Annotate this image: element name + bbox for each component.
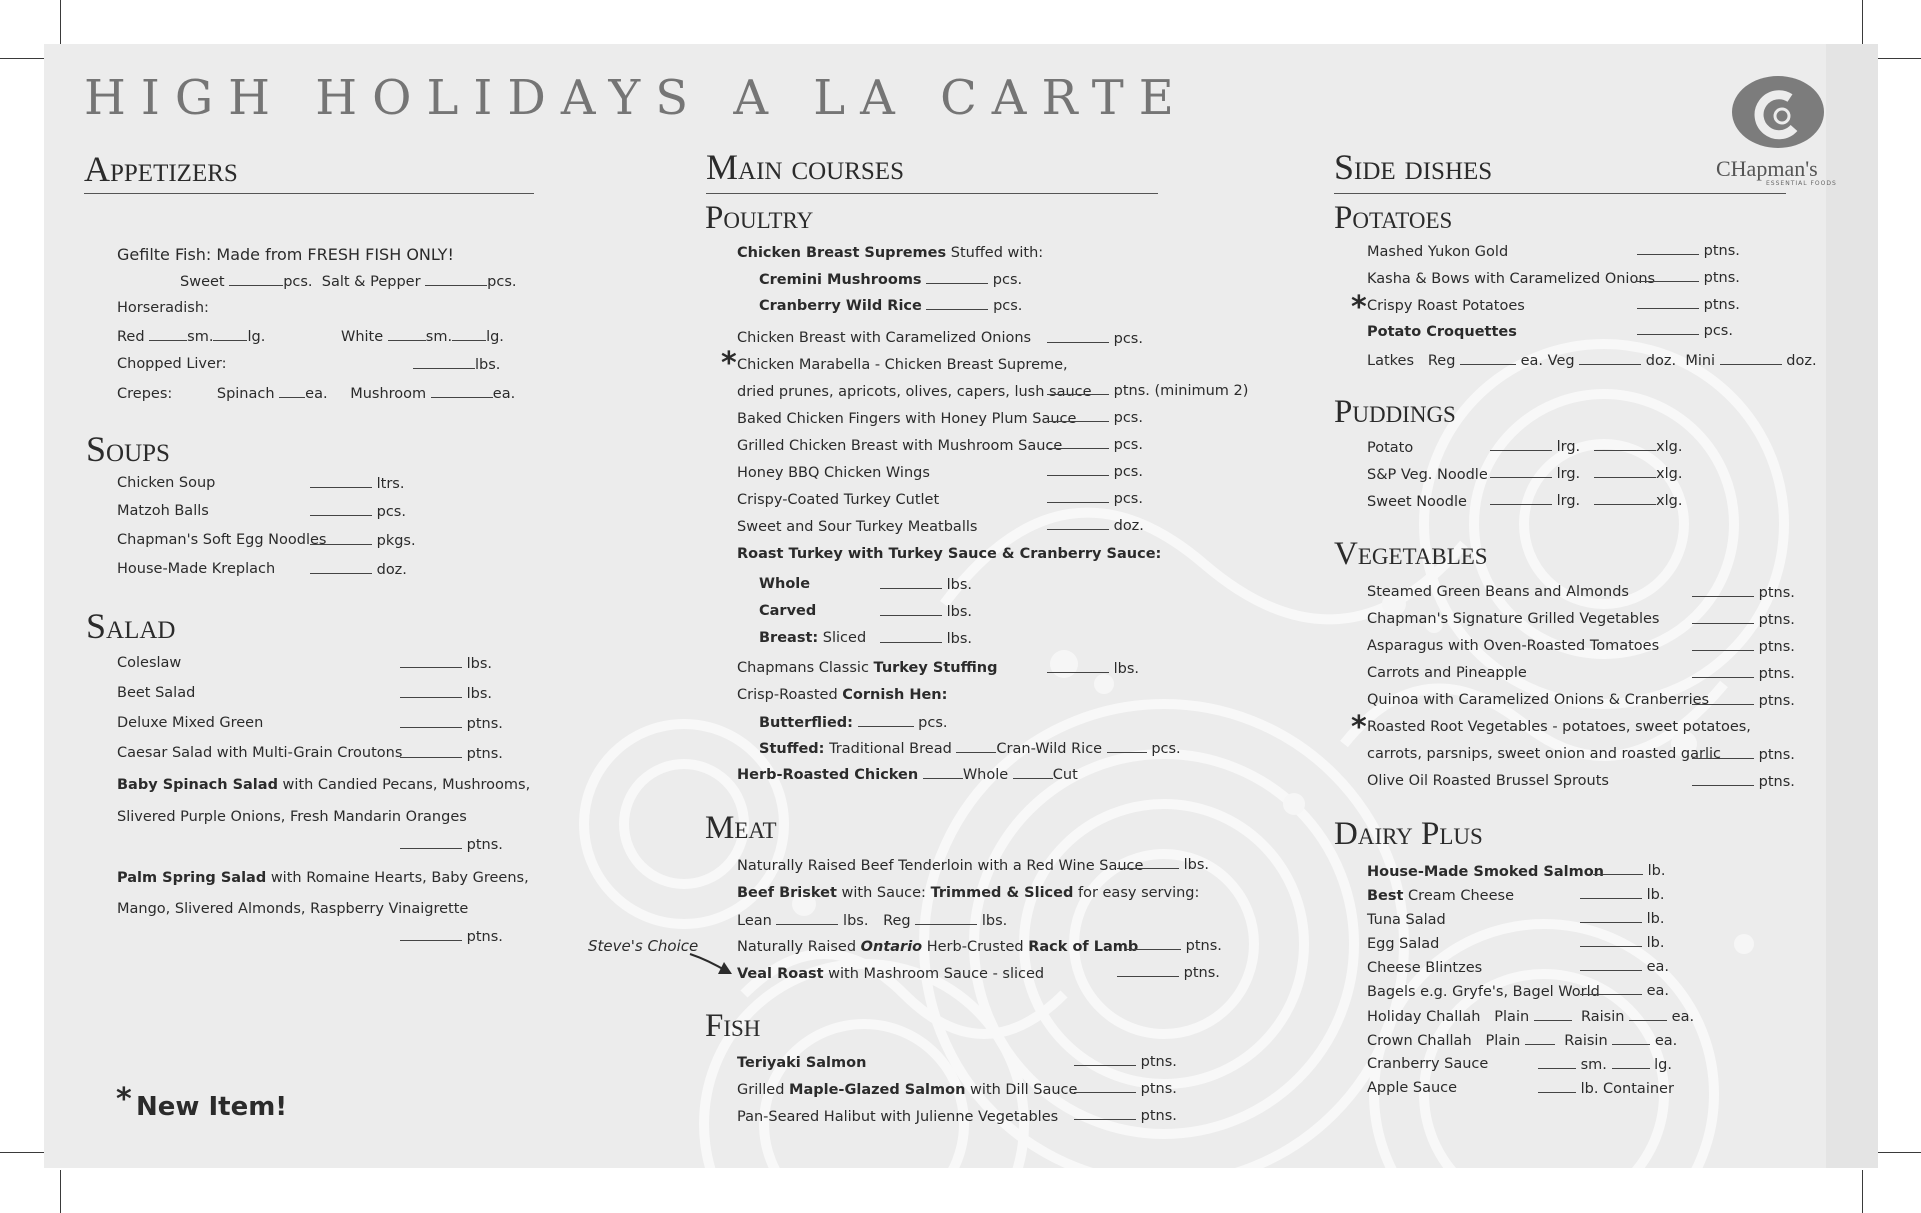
apple-sauce-order: lb. Container (1538, 1080, 1674, 1097)
latkes-line: Latkes Reg ea. Veg doz. Mini doz. (1367, 353, 1817, 369)
dairy-item: Tuna Salad (1367, 912, 1446, 928)
pudding-order: lrg. xlg. (1490, 465, 1682, 482)
pudding-item: Potato (1367, 440, 1414, 456)
new-item-asterisk-icon: * (721, 346, 737, 381)
pudding-order: lrg. xlg. (1490, 438, 1682, 455)
subheading-fish: Fish (705, 1008, 761, 1044)
poultry-item: Honey BBQ Chicken Wings (737, 465, 930, 481)
crop-mark (1862, 1170, 1863, 1213)
crop-mark (1875, 1152, 1921, 1153)
dairy-order: ea. (1580, 982, 1669, 999)
subheading-puddings: Puddings (1334, 394, 1456, 430)
crop-mark (0, 1152, 46, 1153)
section-heading-salad: Salad (86, 606, 176, 646)
salad-order: ptns. (400, 928, 503, 945)
dairy-order: lb. (1593, 862, 1665, 879)
dairy-order: lb. (1580, 910, 1664, 927)
crop-mark (60, 1170, 61, 1213)
vegetable-item: Asparagus with Oven-Roasted Tomatoes (1367, 638, 1660, 654)
subheading-meat: Meat (705, 810, 777, 846)
smoked-salmon: House-Made Smoked Salmon (1367, 864, 1604, 880)
cremini-mushrooms: Cremini Mushrooms pcs. (759, 272, 1023, 288)
soup-item: Chicken Soup (117, 475, 216, 491)
soup-item: Matzoh Balls (117, 503, 209, 519)
turkey-breast: Breast: Sliced (759, 630, 867, 646)
potato-order: ptns. (1637, 242, 1740, 259)
roast-turkey: Roast Turkey with Turkey Sauce & Cranberry Sauce: (737, 546, 1162, 562)
poultry-item: Baked Chicken Fingers with Honey Plum Sauce (737, 411, 1077, 427)
dairy-order: ea. (1580, 958, 1669, 975)
new-item-asterisk-icon: * (1351, 290, 1367, 325)
vegetable-order: ptns. (1692, 638, 1795, 655)
pudding-item: S&P Veg. Noodle (1367, 467, 1488, 483)
hen-butterflied: Butterflied: pcs. (759, 715, 948, 731)
pudding-order: lrg. xlg. (1490, 492, 1682, 509)
fish-order: ptns. (1074, 1080, 1177, 1097)
vegetable-item: Carrots and Pineapple (1367, 665, 1527, 681)
horseradish-label: Horseradish: (117, 300, 209, 316)
soup-order: doz. (310, 561, 407, 578)
cranberry-wild-rice: Cranberry Wild Rice pcs. (759, 298, 1023, 314)
turkey-order: lbs. (880, 603, 972, 620)
poultry-order: pcs. (1047, 490, 1143, 507)
dairy-item: Bagels e.g. Gryfe's, Bagel World (1367, 984, 1600, 1000)
herb-roasted-chicken: Herb-Roasted Chicken Whole Cut (737, 767, 1078, 783)
chicken-marabella: Chicken Marabella - Chicken Breast Supreme, (737, 357, 1068, 373)
soup-order: pkgs. (310, 532, 416, 549)
soup-item: House-Made Kreplach (117, 561, 276, 577)
meat-order: ptns. (1125, 937, 1222, 954)
section-rule (84, 193, 534, 194)
chicken-breast-supremes: Chicken Breast Supremes Stuffed with: (737, 245, 1044, 261)
poultry-order: pcs. (1047, 463, 1143, 480)
page-title: HIGH HOLIDAYS A LA CARTE (84, 70, 1189, 126)
salad-item: Beet Salad (117, 685, 196, 701)
horseradish-white-line: White sm. lg. (341, 329, 504, 345)
cranberry-order: sm. lg. (1538, 1056, 1672, 1073)
palm-spring-salad: Palm Spring Salad with Romaine Hearts, Baby Greens, (117, 870, 529, 886)
section-rule (1334, 193, 1786, 194)
subheading-dairy-plus: Dairy Plus (1334, 816, 1483, 852)
salad-order: lbs. (400, 655, 492, 672)
brand-tag: ESSENTIAL FOODS (1766, 180, 1837, 187)
poultry-order: pcs. (1047, 409, 1143, 426)
turkey-order: lbs. (880, 576, 972, 593)
new-item-asterisk-icon: * (116, 1082, 132, 1117)
crop-mark (1875, 58, 1921, 59)
palm-spring-salad-line2: Mango, Slivered Almonds, Raspberry Vinaigrette (117, 901, 469, 917)
cranberry-sauce: Cranberry Sauce (1367, 1056, 1489, 1072)
soup-order: pcs. (310, 503, 406, 520)
poultry-order: doz. (1047, 517, 1144, 534)
subheading-poultry: Poultry (705, 200, 814, 236)
gefilte-order-line: Sweet pcs. Salt & Pepper pcs. (180, 274, 517, 290)
gefilte-fish-line: Gefilte Fish: Made from FRESH FISH ONLY! (117, 245, 454, 264)
new-item-asterisk-icon: * (1351, 710, 1367, 745)
marabella-order: ptns. (minimum 2) (1047, 382, 1248, 399)
crop-mark (0, 58, 46, 59)
chicken-marabella-line2: dried prunes, apricots, olives, capers, lush sauce (737, 384, 1092, 400)
dairy-item: Egg Salad (1367, 936, 1440, 952)
dairy-order: lb. (1580, 886, 1664, 903)
salad-order: ptns. (400, 715, 503, 732)
pudding-item: Sweet Noodle (1367, 494, 1467, 510)
vegetable-order: ptns. (1692, 746, 1795, 763)
crop-mark (60, 0, 61, 46)
potato-order: ptns. (1637, 296, 1740, 313)
potato-croquettes: Potato Croquettes (1367, 324, 1517, 340)
salad-item: Coleslaw (117, 655, 182, 671)
salad-item: Deluxe Mixed Green (117, 715, 264, 731)
decorative-strip (1826, 44, 1878, 1168)
poultry-item: Sweet and Sour Turkey Meatballs (737, 519, 978, 535)
poultry-item: Chicken Breast with Caramelized Onions (737, 330, 1032, 346)
potato-item: Mashed Yukon Gold (1367, 244, 1509, 260)
meat-order: ptns. (1117, 964, 1220, 981)
vegetable-order: ptns. (1692, 584, 1795, 601)
vegetable-order: ptns. (1692, 665, 1795, 682)
section-heading-soups: Soups (86, 429, 170, 469)
potato-item: Kasha & Bows with Caramelized Onions (1367, 271, 1656, 287)
turkey-carved: Carved (759, 603, 817, 619)
rack-of-lamb: Naturally Raised Ontario Herb-Crusted Rack of Lamb (737, 939, 1139, 955)
crop-mark (1862, 0, 1863, 46)
arrow-icon (688, 950, 736, 980)
section-heading-main-courses: Main courses (706, 147, 904, 187)
section-heading-side-dishes: Side dishes (1334, 147, 1493, 187)
soup-order: ltrs. (310, 475, 404, 492)
fish-order: ptns. (1074, 1053, 1177, 1070)
meat-order: lbs. (1117, 856, 1209, 873)
turkey-whole: Whole (759, 576, 811, 592)
poultry-item: Crispy-Coated Turkey Cutlet (737, 492, 940, 508)
baby-spinach-salad: Baby Spinach Salad with Candied Pecans, Mushrooms, (117, 777, 531, 793)
teriyaki-salmon: Teriyaki Salmon (737, 1055, 867, 1071)
soup-item: Chapman's Soft Egg Noodles (117, 532, 327, 548)
vegetable-order: ptns. (1692, 773, 1795, 790)
salad-order: ptns. (400, 745, 503, 762)
cornish-hen: Crisp-Roasted Cornish Hen: (737, 687, 948, 703)
potato-order: pcs. (1637, 322, 1733, 339)
salad-order: ptns. (400, 836, 503, 853)
turkey-order: lbs. (880, 630, 972, 647)
steves-choice-label: Steve's Choice (588, 937, 699, 955)
subheading-vegetables: Vegetables (1334, 536, 1488, 572)
vegetable-item: Olive Oil Roasted Brussel Sprouts (1367, 773, 1609, 789)
vegetable-item: Quinoa with Caramelized Onions & Cranberries (1367, 692, 1710, 708)
beef-tenderloin: Naturally Raised Beef Tenderloin with a Red Wine Sauce (737, 858, 1144, 874)
hen-stuffed: Stuffed: Traditional Bread Cran-Wild Rice pcs. (759, 741, 1181, 757)
new-item-label: New Item! (136, 1092, 288, 1122)
root-vegetables: Roasted Root Vegetables - potatoes, sweet potatoes, (1367, 719, 1751, 735)
potato-order: ptns. (1637, 269, 1740, 286)
poultry-order: pcs. (1047, 330, 1143, 347)
vegetable-order: ptns. (1692, 611, 1795, 628)
apple-sauce: Apple Sauce (1367, 1080, 1458, 1096)
beef-brisket: Beef Brisket with Sauce: Trimmed & Sliced for easy serving: (737, 885, 1200, 901)
vegetable-item: Steamed Green Beans and Almonds (1367, 584, 1629, 600)
section-rule (706, 193, 1158, 194)
dairy-order: lb. (1580, 934, 1664, 951)
brand-name: CHapman's (1716, 156, 1818, 181)
turkey-stuffing: Chapmans Classic Turkey Stuffing (737, 660, 998, 676)
best-cream-cheese: Best Cream Cheese (1367, 888, 1515, 904)
baby-spinach-salad-line2: Slivered Purple Onions, Fresh Mandarin Oranges (117, 809, 467, 825)
root-vegetables-line2: carrots, parsnips, sweet onion and roasted garlic (1367, 746, 1721, 762)
stuffing-order: lbs. (1047, 660, 1139, 677)
salad-order: lbs. (400, 685, 492, 702)
vegetable-item: Chapman's Signature Grilled Vegetables (1367, 611, 1660, 627)
holiday-challah: Holiday Challah Plain Raisin ea. (1367, 1009, 1695, 1025)
chopped-liver-label: Chopped Liver: (117, 356, 227, 372)
section-heading-appetizers: Appetizers (84, 149, 238, 189)
subheading-potatoes: Potatoes (1334, 200, 1453, 236)
seared-halibut: Pan-Seared Halibut with Julienne Vegetables (737, 1109, 1059, 1125)
veal-roast: Veal Roast with Mashroom Sauce - sliced (737, 966, 1045, 982)
crepes-line: Crepes: Spinach ea. Mushroom ea. (117, 386, 516, 402)
vegetable-order: ptns. (1692, 692, 1795, 709)
chapmans-logo-icon (1728, 74, 1824, 154)
chopped-liver-order: lbs. (413, 356, 500, 373)
maple-glazed-salmon: Grilled Maple-Glazed Salmon with Dill Sauce (737, 1082, 1078, 1098)
fish-order: ptns. (1074, 1107, 1177, 1124)
poultry-order: pcs. (1047, 436, 1143, 453)
brisket-options: Lean lbs. Reg lbs. (737, 913, 1008, 929)
horseradish-red-line: Red sm. lg. (117, 329, 266, 345)
potato-item: Crispy Roast Potatoes (1367, 298, 1525, 314)
poultry-item: Grilled Chicken Breast with Mushroom Sauce (737, 438, 1063, 454)
crown-challah: Crown Challah Plain Raisin ea. (1367, 1033, 1678, 1049)
salad-item: Caesar Salad with Multi-Grain Croutons (117, 745, 403, 761)
dairy-item: Cheese Blintzes (1367, 960, 1483, 976)
